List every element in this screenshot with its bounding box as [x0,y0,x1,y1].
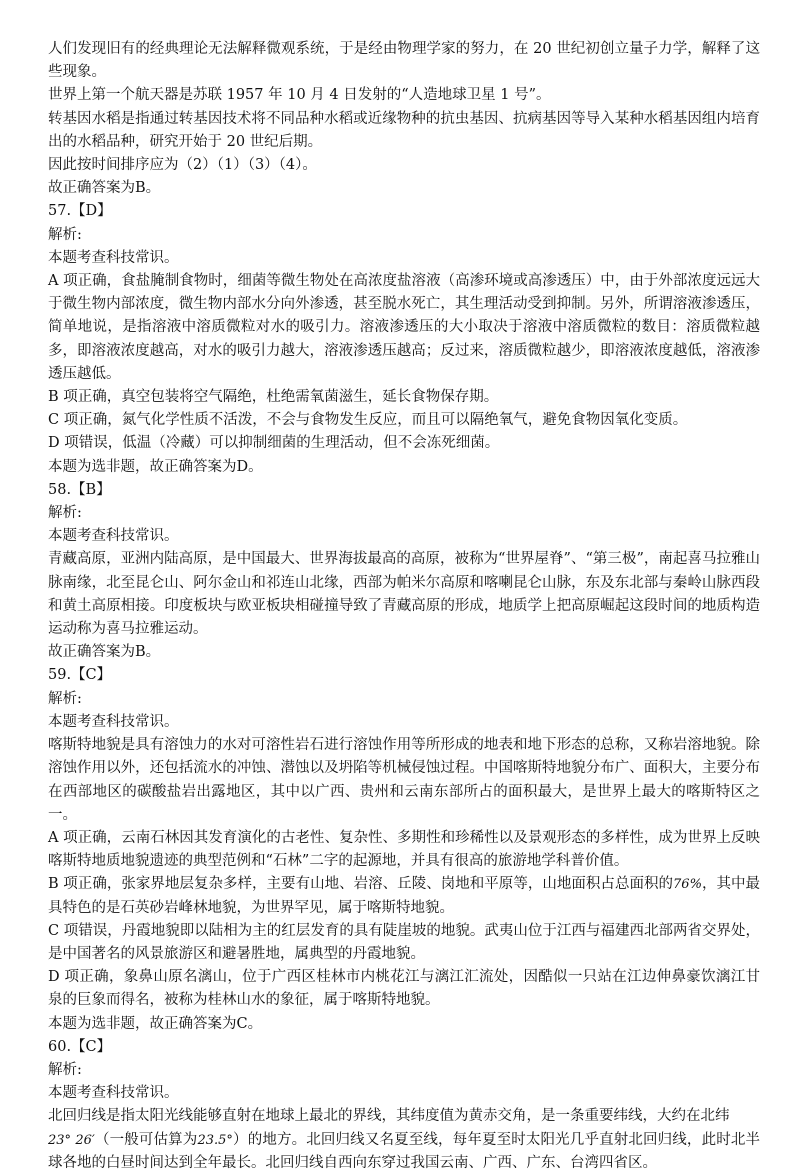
explanation-text-cont: ）的地方。北回归线又名夏至线，每年夏至时太阳光几乎直射北回归线，此时北半球各地的白昼时间达到全年最长。北回归线自西向东穿过我国云南、广西、广东、台湾四省区。 [48,1131,761,1171]
intro-paragraph: 因此按时间排序应为（2）（1）（3）（4）。 [48,157,317,174]
answer-line: 故正确答案为B。 [48,644,161,661]
explanation-paragraph [48,1105,760,1175]
intro-paragraph: 人们发现旧有的经典理论无法解释微观系统，于是经由物理学家的努力，在 20 世纪初创立量子力学，解释了这些现象。 [48,41,760,81]
latitude-value: 23° 26′ [48,1132,95,1148]
analysis-label: 解析: [48,1061,82,1078]
topic-line: 本题考查科技常识。 [48,713,179,730]
explanation-paragraph: 喀斯特地貌是具有溶蚀力的水对可溶性岩石进行溶蚀作用等所形成的地表和地下形态的总称，又称岩溶地貌。除溶蚀作用以外，还包括流水的冲蚀、潜蚀以及坍陷等机械侵蚀过程。中国喀斯特地貌分布广、面积大，主要分布在西部地区的碳酸盐岩出露地区，其中以广西、贵州和云南东部所占的面积最大，是世界上最大的喀斯特区之一。 [48,737,760,823]
topic-line: 本题考查科技常识。 [48,1085,179,1102]
option-a-paragraph: A 项正确，云南石林因其发育演化的古老性、复杂性、多期性和珍稀性以及景观形态的多样性，成为世界上反映喀斯特地质地貌遗迹的典型范例和“石林”二字的起源地，并具有很高的旅游地学科普价值。 [48,829,760,870]
option-b-paragraph [48,873,760,919]
analysis-label: 解析: [48,690,82,707]
option-d-paragraph: D 项正确，象鼻山原名漓山，位于广西区桂林市内桃花江与漓江汇流处，因酷似一只站在江边伸鼻豪饮漓江甘泉的巨象而得名，被称为桂林山水的象征，属于喀斯特地貌。 [48,969,760,1009]
answer-line: 本题为选非题，故正确答案为D。 [48,458,263,475]
intro-answer: 故正确答案为B。 [48,180,161,197]
latitude-approx-value: 23.5° [197,1132,233,1148]
topic-line: 本题考查科技常识。 [48,528,179,545]
topic-line: 本题考查科技常识。 [48,249,179,266]
option-b-paragraph: B 项正确，真空包装将空气隔绝，杜绝需氧菌滋生，延长食物保存期。 [48,389,499,406]
question-heading-60: 60.【C】 [48,1038,112,1055]
analysis-label: 解析: [48,505,82,522]
option-c-paragraph: C 项正确，氮气化学性质不活泼，不会与食物发生反应，而且可以隔绝氧气，避免食物因氧化变质。 [48,412,688,429]
option-a-paragraph: A 项正确，食盐腌制食物时，细菌等微生物处在高浓度盐溶液（高渗环境或高渗透压）中，由于外部浓度远远大于微生物内部浓度，微生物内部水分向外渗透，甚至脱水死亡，其生理活动受到抑制。另外，所谓溶液渗透压，简单地说，是指溶液中溶质微粒对水的吸引力。溶液渗透压的大小取决于溶液中溶质微粒的数目：溶质微粒越多，即溶液浓度越高，对水的吸引力越大，溶液渗透压越高；反过来，溶质微粒越少，即溶液浓度越低，溶液渗透压越低。 [48,273,760,382]
question-heading-58: 58.【B】 [48,481,111,498]
question-heading-59: 59.【C】 [48,667,112,684]
option-b-text: B 项正确，张家界地层复杂多样，主要有山地、岩溶、丘陵、岗地和平原等，山地面积占总面积的 [48,876,674,893]
option-d-paragraph: D 项错误，低温（冷藏）可以抑制细菌的生理活动，但不会冻死细菌。 [48,435,500,452]
analysis-label: 解析: [48,226,82,243]
option-b-text-cont: ，其中最具特色的是石英砂岩峰林地貌，为世界罕见，属于喀斯特地貌。 [48,876,761,916]
percentage-value: 76% [673,877,702,893]
question-heading-57: 57.【D】 [48,203,112,220]
option-c-paragraph: C 项错误，丹霞地貌即以陆相为主的红层发育的具有陡崖坡的地貌。武夷山位于江西与福建西北部两省交界处，是中国著名的风景旅游区和避暑胜地，属典型的丹霞地貌。 [48,922,760,962]
document-page [48,38,760,1175]
explanation-paragraph: 青藏高原，亚洲内陆高原，是中国最大、世界海拔最高的高原，被称为“世界屋脊”、“第三极”，南起喜马拉雅山脉南缘，北至昆仑山、阿尔金山和祁连山北缘，西部为帕米尔高原和喀喇昆仑山脉，东及东北部与秦岭山脉西段和黄土高原相接。印度板块与欧亚板块相碰撞导致了青藏高原的形成，地质学上把高原崛起这段时间的地质构造运动称为喜马拉雅运动。 [48,551,760,638]
intro-paragraph: 世界上第一个航天器是苏联 1957 年 10 月 4 日发射的“人造地球卫星 1 号”。 [48,87,551,104]
explanation-text: 北回归线是指太阳光线能够直射在地球上最北的界线，其纬度值为黄赤交角，是一条重要纬线，大约在北纬 [48,1108,730,1125]
explanation-text-mid: （一般可估算为 [94,1131,198,1148]
intro-paragraph: 转基因水稻是指通过转基因技术将不同品种水稻或近缘物种的抗虫基因、抗病基因等导入某种水稻基因组内培育出的水稻品种，研究开始于 20 世纪后期。 [48,110,760,150]
answer-line: 本题为选非题，故正确答案为C。 [48,1015,263,1032]
